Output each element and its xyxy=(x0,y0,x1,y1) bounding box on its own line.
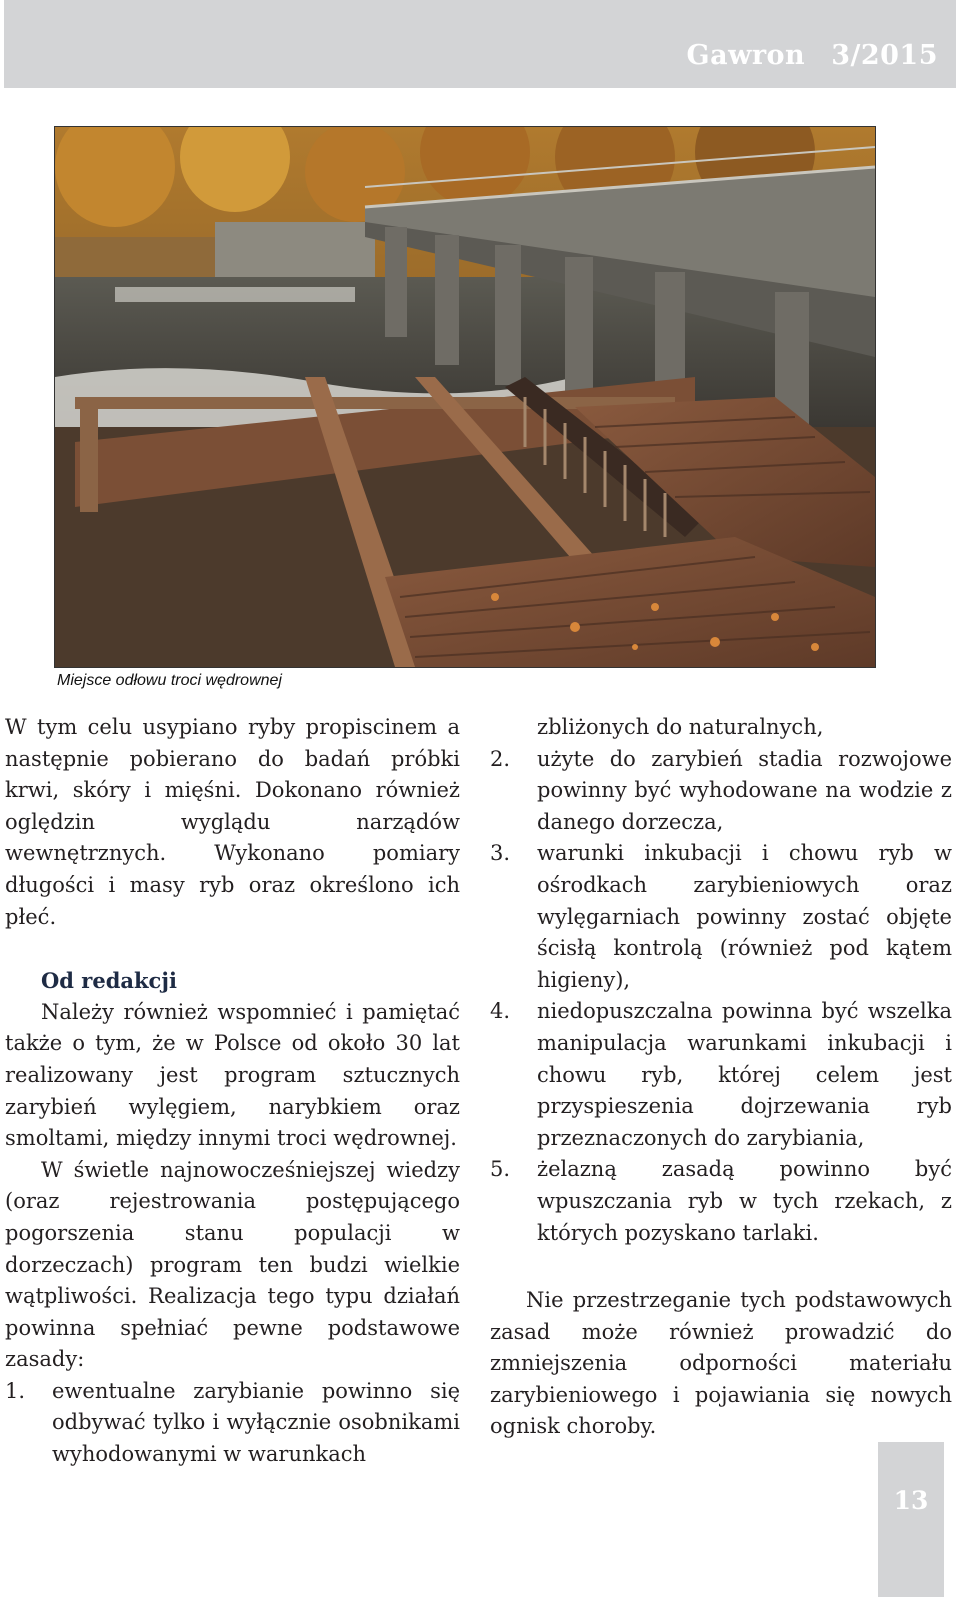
list-item xyxy=(490,838,952,996)
principles-list xyxy=(5,1376,460,1471)
list-item-text: ewentualne zarybianie powinno się odbywać tylko i wyłącznie osobnikami wyhodowanymi w warunkach xyxy=(52,1378,460,1467)
list-item-number: 3. xyxy=(490,841,511,866)
page-number-tab xyxy=(878,1442,944,1597)
list-item xyxy=(490,996,952,1154)
list-item-text: żelazną zasadą powinno być wpuszczania ryb w tych rzekach, z których pozyskano tarlaki. xyxy=(537,1157,952,1245)
closing-paragraph: Nie przestrzeganie tych podstawowych zasad może również prowadzić do zmniejszenia odporności materiału zarybieniowego i pojawiania się nowych ognisk choroby. xyxy=(490,1288,952,1439)
intro-paragraph: W tym celu usypiano ryby propiscinem a następnie pobierano do badań próbki krwi, skóry i mięśni. Dokonano również oględzin wyglądu narządów wewnętrznych. Wykonano pomiary długości i masy ryb oraz określono ich płeć. xyxy=(5,715,460,929)
principles-list-continued xyxy=(490,744,952,1250)
list-item-number: 1. xyxy=(5,1378,26,1403)
list-item-number: 4. xyxy=(490,999,511,1024)
running-header xyxy=(687,40,938,71)
list-item-number: 2. xyxy=(490,746,511,771)
magazine-name: Gawron xyxy=(686,40,806,71)
list-item xyxy=(490,1154,952,1249)
editorial-paragraph-2: W świetle najnowocześniejszej wiedzy (oraz rejestrowania postępującego pogorszenia stanu populacji w dorzeczach) program ten budzi wielkie wątpliwości. Realizacja tego typu działań powinna spełniać pewne podstawowe zasady: xyxy=(5,1157,460,1372)
list-item xyxy=(490,744,952,839)
editorial-heading: Od redakcji xyxy=(41,968,177,994)
left-column xyxy=(5,712,460,1471)
photo-caption: Miejsce odłowu troci wędrownej xyxy=(57,672,282,689)
issue-number: 3/2015 xyxy=(831,40,938,71)
river-weir-photo xyxy=(54,126,876,668)
list-item-text: warunki inkubacji i chowu ryb w ośrodkach zarybieniowych oraz wylęgarniach powinny zostać objęte ścisłą kontrolą (również pod kątem higieny), xyxy=(537,841,952,992)
list-item-text: użyte do zarybień stadia rozwojowe powinny być wyhodowane na wodzie z danego dorzecza, xyxy=(537,746,952,834)
list-item-continuation: zbliżonych do naturalnych, xyxy=(537,715,824,739)
header-bar xyxy=(4,0,956,88)
list-item-number: 5. xyxy=(490,1157,511,1182)
list-item xyxy=(5,1376,460,1471)
editorial-paragraph-1: Należy również wspomnieć i pamiętać także o tym, że w Polsce od około 30 lat realizowany jest program sztucznych zarybień wylęgiem, narybkiem oraz smoltami, między innymi troci wędrownej. xyxy=(5,999,460,1151)
right-column xyxy=(490,712,952,1443)
list-item-text: niedopuszczalna powinna być wszelka manipulacja warunkami inkubacji i chowu ryb, której celem jest przyspieszenia dojrzewania ryb przeznaczonych do zarybiania, xyxy=(537,999,952,1150)
page-number: 13 xyxy=(893,1486,929,1515)
